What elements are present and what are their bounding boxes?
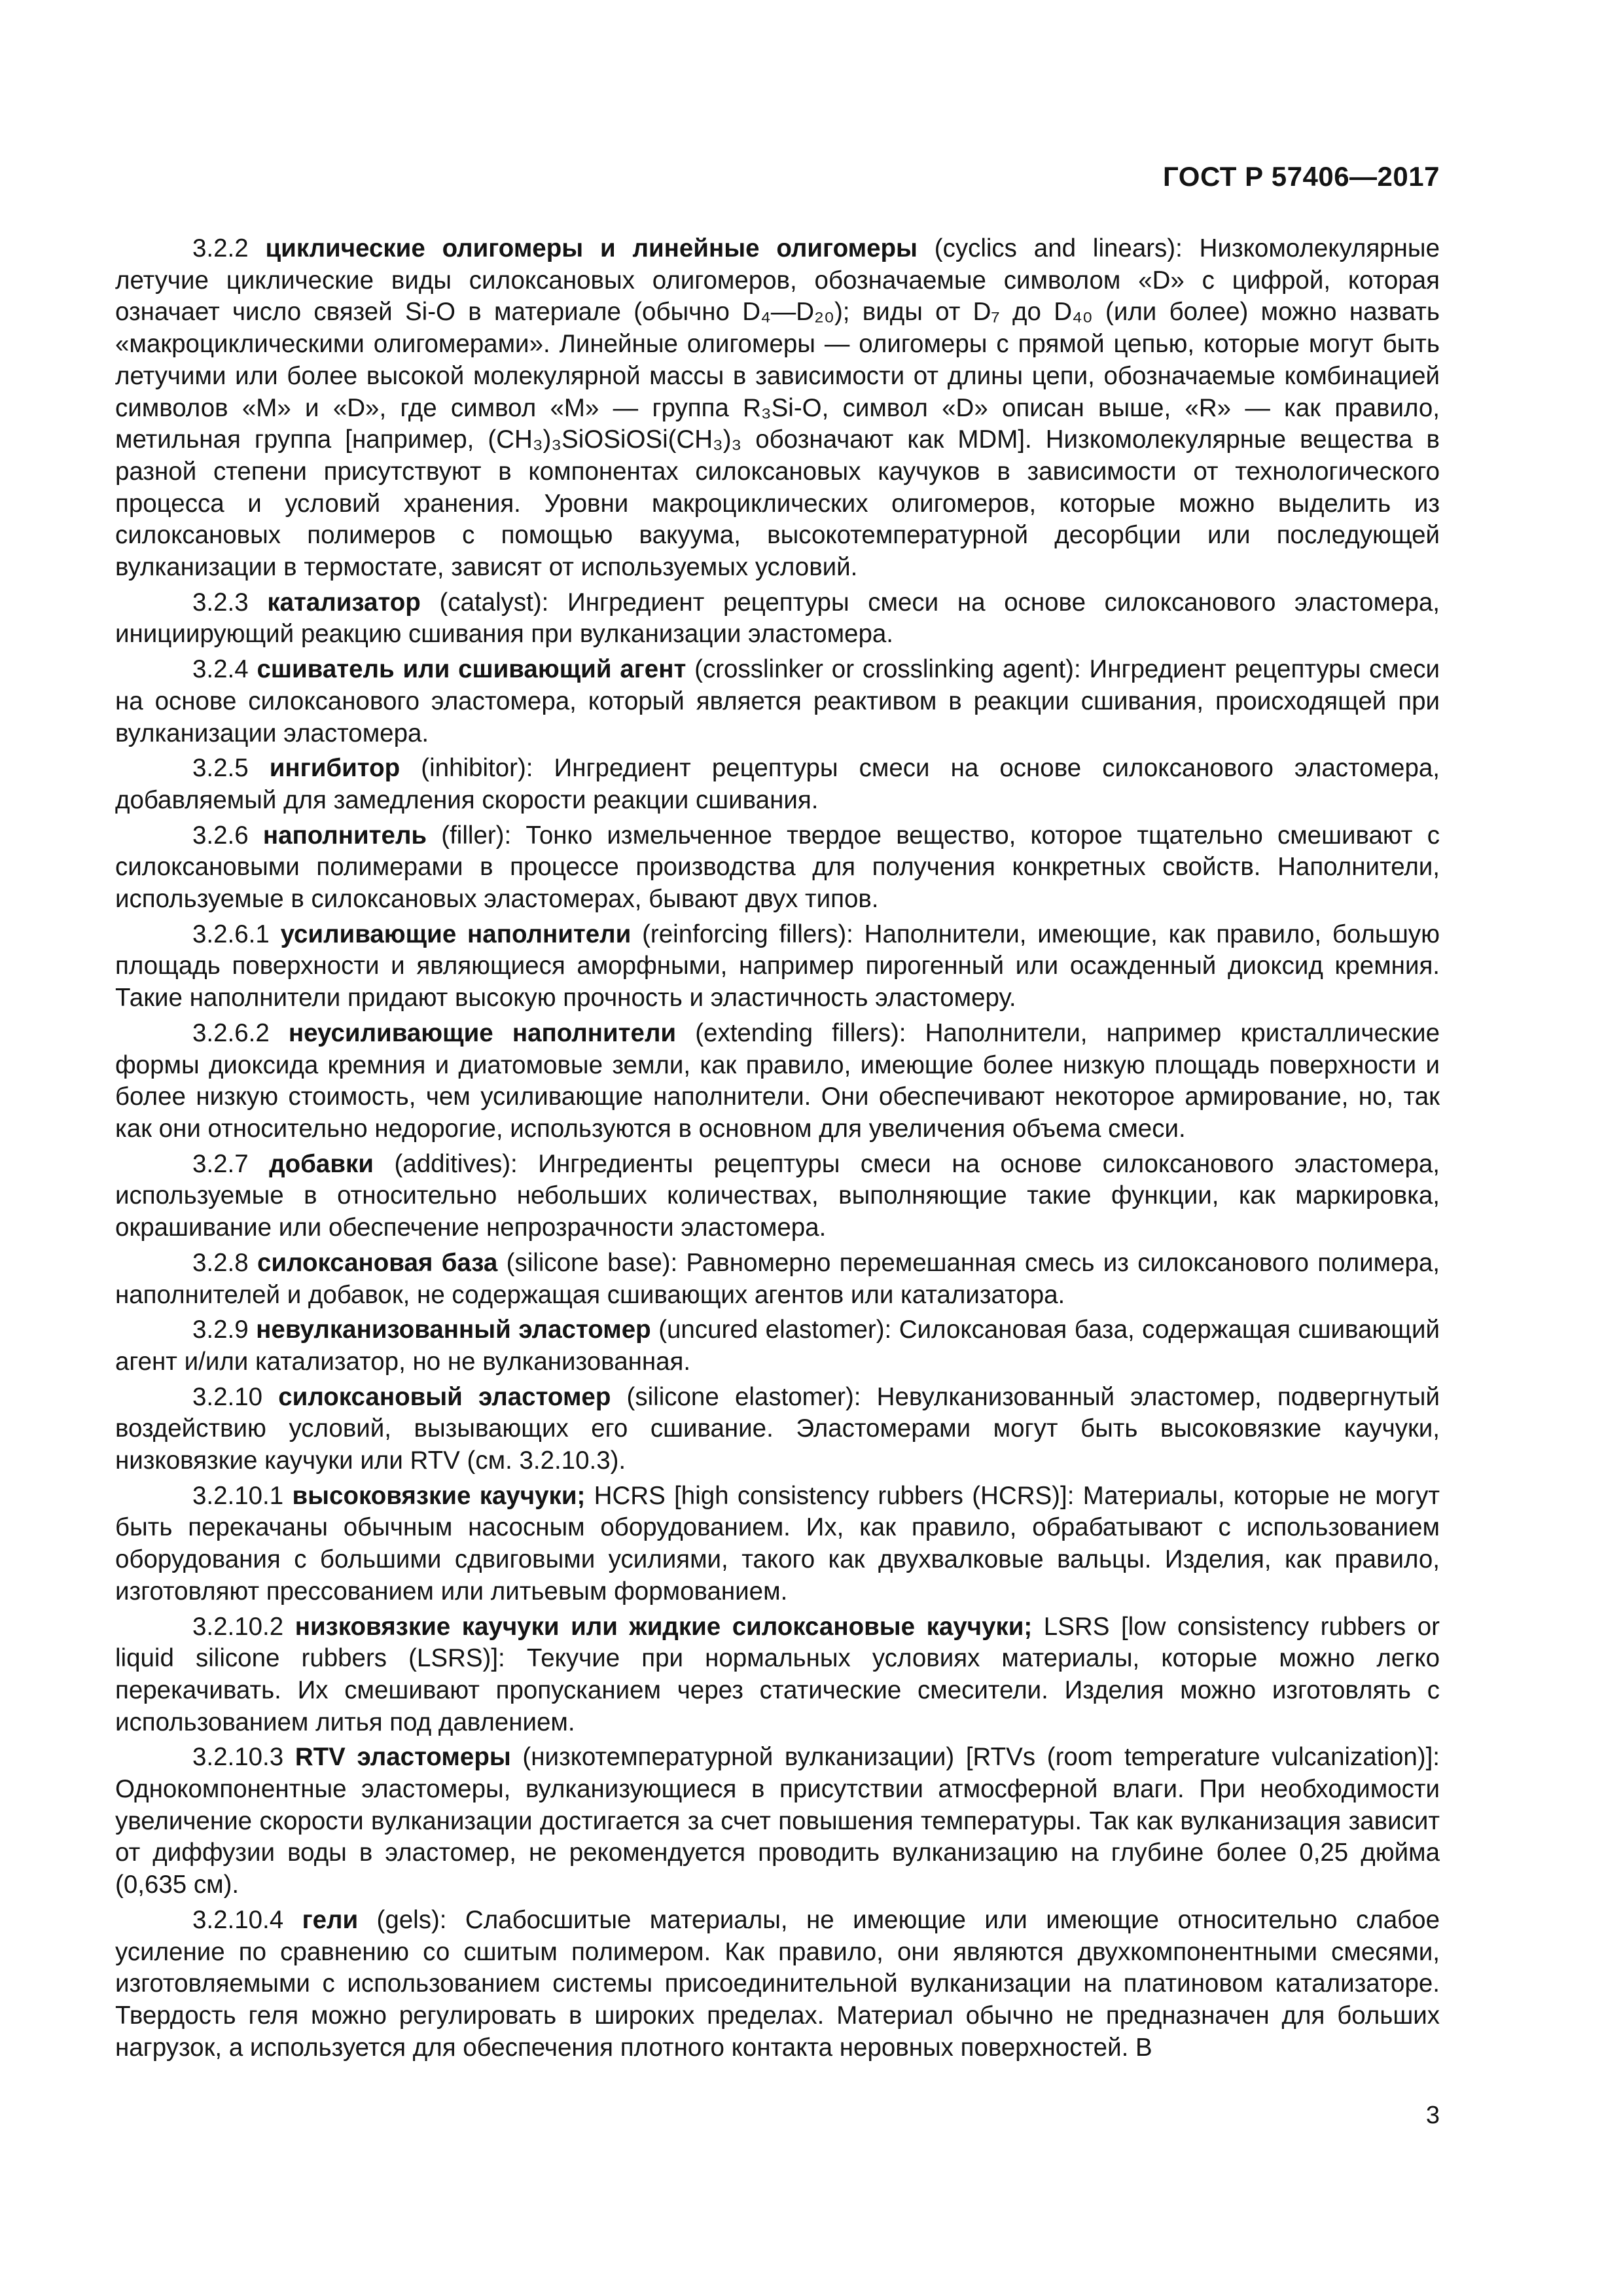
clause-number: 3.2.10.1 — [192, 1481, 284, 1510]
definition-paragraph — [115, 654, 1440, 749]
document-body — [115, 233, 1440, 2067]
definition-text: (filler): Тонко измельченное твердое вещество, которое тщательно смешивают с силоксановыми полимерами в процессе производства для получения конкретных свойств. Наполнители, используемые в силоксановых эластомерах, бывают двух типов. — [115, 821, 1440, 914]
term: невулканизованный эластомер — [256, 1316, 651, 1344]
term: RTV эластомеры — [294, 1743, 511, 1772]
clause-number: 3.2.3 — [192, 588, 249, 617]
definition-text: (additives): Ингредиенты рецептуры смеси на основе силоксанового эластомера, используемые в относительно небольших количествах, выполняющие такие функции, как маркировка, окрашивание или обеспечение непрозрачности эластомера. — [115, 1149, 1440, 1242]
term: высоковязкие каучуки; — [292, 1481, 586, 1510]
clause-number: 3.2.9 — [192, 1316, 249, 1344]
definition-text: (reinforcing fillers): Наполнители, имеющие, как правило, большую площадь поверхности и являющиеся аморфными, например пирогенный или осажденный диоксид кремния. Такие наполнители придают высокую прочность и эластичность эластомеру. — [115, 920, 1440, 1013]
term: сшиватель или сшивающий агент — [257, 655, 687, 684]
definition-paragraph — [115, 753, 1440, 816]
page-number: 3 — [1425, 2102, 1440, 2129]
clause-number: 3.2.4 — [192, 655, 249, 684]
clause-number: 3.2.6 — [192, 821, 249, 850]
definition-paragraph — [115, 1382, 1440, 1477]
clause-number: 3.2.5 — [192, 754, 249, 783]
term: силоксановая база — [257, 1248, 498, 1277]
definition-text: (extending fillers): Наполнители, например кристаллические формы диоксида кремния и диатомовые земли, как правило, имеющие более низкую площадь поверхности и более низкую стоимость, чем усиливающие наполнители. Они обеспечивают некоторое армирование, но, так как они относительно недорогие, используются в основном для увеличения объема смеси. — [115, 1018, 1440, 1143]
definition-text: (silicone elastomer): Невулканизованный эластомер, подвергнутый воздействию условий, вызывающих его сшивание. Эластомерами могут быть высоковязкие каучуки, низковязкие каучуки или RTV (см. 3.2.10.3). — [115, 1382, 1440, 1475]
definition-paragraph — [115, 1149, 1440, 1244]
definition-text: (gels): Слабосшитые материалы, не имеющие или имеющие относительно слабое усиление по сравнению со сшитым полимером. Как правило, они являются двухкомпонентными смесями, изготовляемыми с использованием системы присоединительной вулканизации на платиновом катализаторе. Твердость геля можно регулировать в широких пределах. Материал обычно не предназначен для больших нагрузок, а используется для обеспечения плотного контакта неровных поверхностей. В — [115, 1905, 1440, 2062]
definition-text: (silicone base): Равномерно перемешанная смесь из силоксанового полимера, наполнителей и добавок, не содержащая сшивающих агентов или катализатора. — [115, 1248, 1440, 1309]
definition-text: (cyclics and linears): Низкомолекулярные летучие циклические виды силоксановых олигомеров, обозначаемые символом «D» с цифрой, которая означает число связей Si-O в материале (обычно D₄—D₂₀); виды от D₇ до D₄₀ (или более) можно назвать «макроциклическими олигомерами». Линейные олигомеры — олигомеры с прямой цепью, которые могут быть летучими или более высокой молекулярной массы в зависимости от длины цепи, обозначаемые комбинацией символов «M» и «D», где символ «M» — группа R₃Si-O, символ «D» описан выше, «R» — как правило, метильная группа [например, (CH₃)₃SiOSiOSi(CH₃)₃ обозначают как MDM]. Низкомолекулярные вещества в разной степени присутствуют в компонентах силоксановых каучуков в зависимости от технологического процесса и условий хранения. Уровни макроциклических олигомеров, которые можно выделить из силоксановых полимеров с помощью вакуума, высокотемпературной десорбции или последующей вулканизации в термостате, зависят от используемых условий. — [115, 234, 1440, 582]
document-header: ГОСТ Р 57406—2017 — [1163, 161, 1440, 192]
definition-paragraph — [115, 919, 1440, 1014]
definition-paragraph — [115, 1480, 1440, 1608]
term: усиливающие наполнители — [280, 920, 632, 948]
term: неусиливающие наполнители — [288, 1018, 677, 1047]
clause-number: 3.2.10 — [192, 1382, 263, 1411]
clause-number: 3.2.6.1 — [192, 920, 270, 948]
definition-paragraph — [115, 1314, 1440, 1378]
term: низковязкие каучуки или жидкие силоксановые каучуки; — [294, 1612, 1033, 1641]
definition-text: LSRS [low consistency rubbers or liquid silicone rubbers (LSRS)]: Текучие при нормальных условиях материалы, которые можно легко перекачивать. Их смешивают пропусканием через статические смесители. Изделия можно изготовлять с использованием литья под давлением. — [115, 1612, 1440, 1736]
clause-number: 3.2.10.4 — [192, 1905, 284, 1934]
definition-text: (catalyst): Ингредиент рецептуры смеси на основе силоксанового эластомера, инициирующий реакцию сшивания при вулканизации эластомера. — [115, 588, 1440, 649]
definition-paragraph — [115, 1611, 1440, 1739]
clause-number: 3.2.8 — [192, 1248, 249, 1277]
definition-paragraph — [115, 587, 1440, 651]
definition-paragraph — [115, 233, 1440, 584]
definition-text: HCRS [high consistency rubbers (HCRS)]: Материалы, которые не могут быть перекачаны обычным насосным оборудованием. Их, как правило, обрабатывают с использованием оборудования с большими сдвиговыми усилиями, такого как двухвалковые вальцы. Изделия, как правило, изготовляют прессованием или литьевым формованием. — [115, 1481, 1440, 1605]
term: гели — [302, 1905, 359, 1934]
definition-paragraph — [115, 820, 1440, 916]
definition-paragraph — [115, 1905, 1440, 2064]
term: силоксановый эластомер — [278, 1382, 611, 1411]
definition-paragraph — [115, 1742, 1440, 1901]
term: ингибитор — [269, 754, 401, 783]
term: циклические олигомеры и линейные олигомеры — [265, 234, 918, 262]
definition-paragraph — [115, 1247, 1440, 1311]
clause-number: 3.2.10.2 — [192, 1612, 284, 1641]
term: катализатор — [267, 588, 421, 617]
term: добавки — [269, 1149, 374, 1178]
definition-text: (crosslinker or crosslinking agent): Ингредиент рецептуры смеси на основе силоксанового эластомера, который является реактивом в реакции сшивания, происходящей при вулканизации эластомера. — [115, 655, 1440, 747]
term: наполнитель — [262, 821, 427, 850]
definition-text: (inhibitor): Ингредиент рецептуры смеси на основе силоксанового эластомера, добавляемый для замедления скорости реакции сшивания. — [115, 754, 1440, 814]
clause-number: 3.2.7 — [192, 1149, 249, 1178]
clause-number: 3.2.2 — [192, 234, 249, 262]
clause-number: 3.2.6.2 — [192, 1018, 270, 1047]
definition-text: (uncured elastomer): Силоксановая база, содержащая сшивающий агент и/или катализатор, но не вулканизованная. — [115, 1316, 1440, 1376]
definition-text: (низкотемпературной вулканизации) [RTVs (room temperature vulcanization)]: Однокомпонентные эластомеры, вулканизующиеся в присутствии атмосферной влаги. При необходимости увеличение скорости вулканизации достигается за счет повышения температуры. Так как вулканизация зависит от диффузии воды в эластомер, не рекомендуется проводить вулканизацию на глубине более 0,25 дюйма (0,635 см). — [115, 1743, 1440, 1899]
clause-number: 3.2.10.3 — [192, 1743, 284, 1772]
definition-paragraph — [115, 1018, 1440, 1145]
